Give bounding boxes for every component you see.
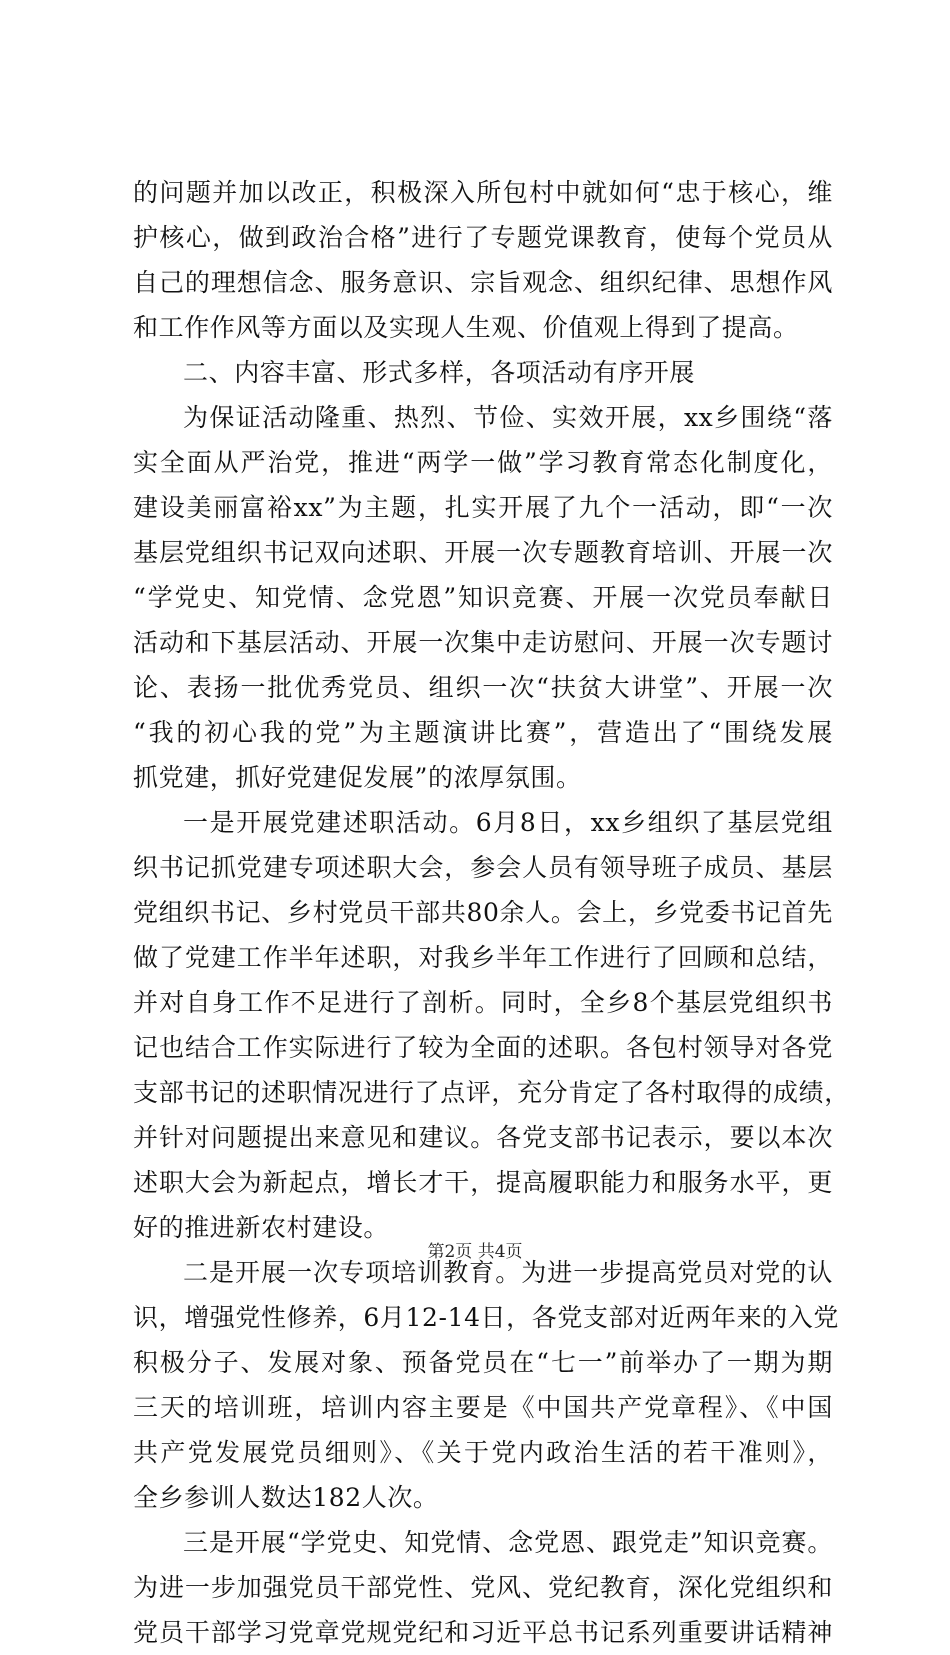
text-line: 为进一步加强党员干部党性、党风、党纪教育，深化党组织和: [133, 1573, 833, 1602]
text-line: 识，增强党性修养，6月12-14日，各党支部对近两年来的入党: [133, 1303, 839, 1332]
text-line: 党组织书记、乡村党员干部共80余人。会上，乡党委书记首先: [133, 898, 833, 927]
text-line: “我的初心我的党”为主题演讲比赛”，营造出了“围绕发展: [133, 718, 833, 747]
text-line: 并对自身工作不足进行了剖析。同时，全乡8个基层党组织书: [133, 988, 833, 1017]
text-line: 实全面从严治党，推进“两学一做”学习教育常态化制度化，: [133, 448, 833, 477]
text-line: 的问题并加以改正，积极深入所包村中就如何“忠于核心，维: [133, 178, 833, 207]
text-line: “学党史、知党情、念党恩”知识竞赛、开展一次党员奉献日: [133, 583, 833, 612]
text-line: 全乡参训人数达182人次。: [133, 1483, 439, 1512]
text-line: 织书记抓党建专项述职大会，参会人员有领导班子成员、基层: [133, 853, 833, 882]
text-line: 支部书记的述职情况进行了点评，充分肯定了各村取得的成绩，: [133, 1078, 850, 1107]
document-body: [133, 170, 850, 1655]
section-heading: 二、内容丰富、形式多样，各项活动有序开展: [183, 358, 696, 387]
page-number-footer: 第2页 共4页: [427, 1242, 523, 1262]
text-line: 述职大会为新起点，增长才干，提高履职能力和服务水平，更: [133, 1168, 833, 1197]
text-line: 自己的理想信念、服务意识、宗旨观念、组织纪律、思想作风: [133, 268, 833, 297]
text-line: 和工作作风等方面以及实现人生观、价值观上得到了提高。: [133, 313, 799, 342]
text-line: 论、表扬一批优秀党员、组织一次“扶贫大讲堂”、开展一次: [133, 673, 833, 702]
text-line: 活动和下基层活动、开展一次集中走访慰问、开展一次专题讨: [133, 628, 833, 657]
text-line: 一是开展党建述职活动。6月8日，xx乡组织了基层党组: [183, 808, 833, 837]
text-line: 做了党建工作半年述职，对我乡半年工作进行了回顾和总结，: [133, 943, 833, 972]
text-line: 二是开展一次专项培训教育。为进一步提高党员对党的认: [183, 1258, 833, 1287]
text-line: 护核心，做到政治合格”进行了专题党课教育，使每个党员从: [133, 223, 833, 252]
text-line: 共产党发展党员细则》、《关于党内政治生活的若干准则》，: [133, 1438, 833, 1467]
text-line: 为保证活动隆重、热烈、节俭、实效开展，xx乡围绕“落: [183, 403, 833, 432]
text-line: 三天的培训班，培训内容主要是《中国共产党章程》、《中国: [133, 1393, 833, 1422]
text-line: 三是开展“学党史、知党情、念党恩、跟党走”知识竞赛。: [183, 1528, 833, 1557]
text-line: 记也结合工作实际进行了较为全面的述职。各包村领导对各党: [133, 1033, 833, 1062]
text-line: 抓党建，抓好党建促发展”的浓厚氛围。: [133, 763, 582, 792]
text-line: 积极分子、发展对象、预备党员在“七一”前举办了一期为期: [133, 1348, 833, 1377]
text-line: 党员干部学习党章党规党纪和习近平总书记系列重要讲话精神: [133, 1618, 833, 1647]
text-line: 并针对问题提出来意见和建议。各党支部书记表示，要以本次: [133, 1123, 833, 1152]
text-line: 基层党组织书记双向述职、开展一次专题教育培训、开展一次: [133, 538, 833, 567]
text-line: 好的推进新农村建设。: [133, 1213, 390, 1242]
text-line: 建设美丽富裕xx”为主题，扎实开展了九个一活动，即“一次: [133, 493, 833, 522]
